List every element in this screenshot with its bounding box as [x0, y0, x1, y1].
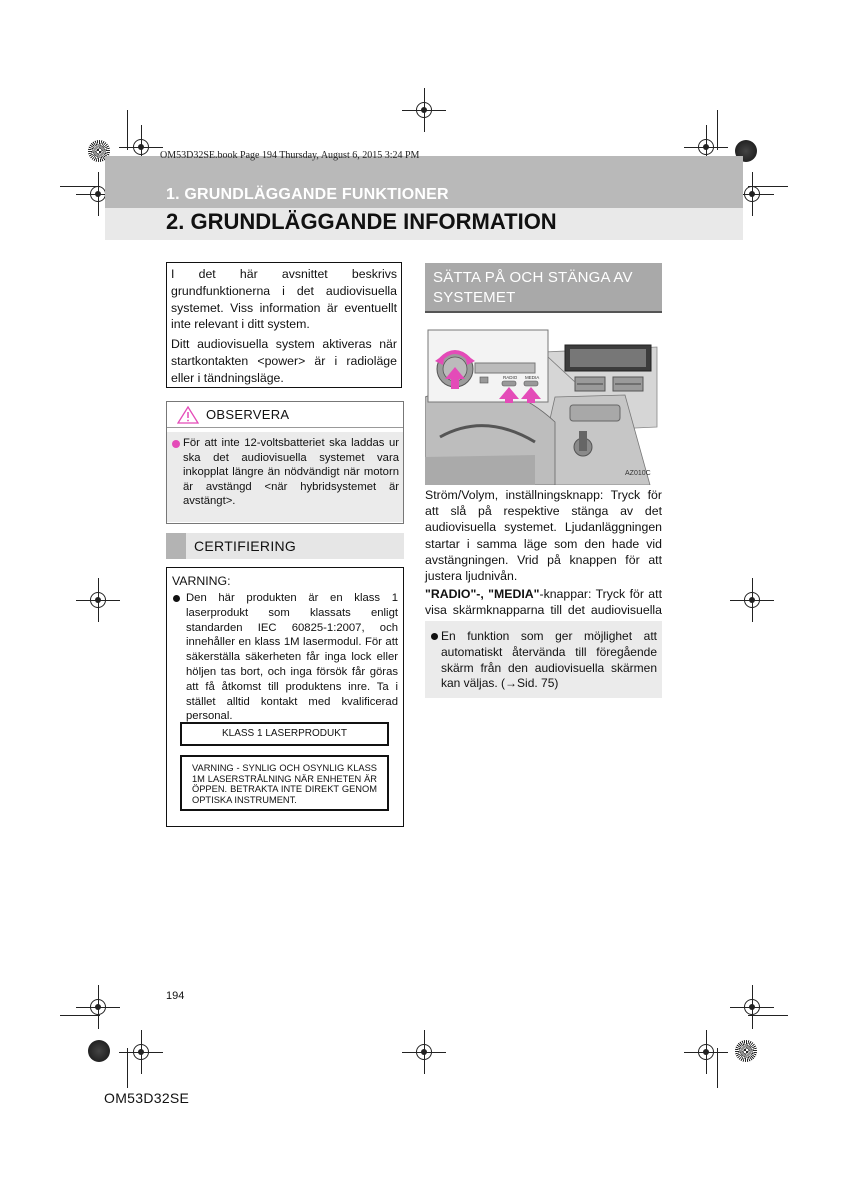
color-bar-mark: [88, 1040, 110, 1062]
power-section-title: SÄTTA PÅ OCH STÄNGA AV SYSTEMET: [433, 269, 633, 306]
bullet-icon: [173, 595, 180, 602]
intro-paragraph: Ditt audiovisuella system aktiveras när startkontakten <power> är i radioläge eller i tändningsläge.: [171, 337, 397, 385]
svg-text:MEDIA: MEDIA: [525, 375, 540, 380]
svg-text:RADIO: RADIO: [503, 375, 518, 380]
crop-mark: [748, 1015, 788, 1016]
document-code: OM53D32SE: [104, 1090, 190, 1106]
file-info: OM53D32SE.book Page 194 Thursday, August 6, 2015 3:24 PM: [160, 150, 420, 161]
power-description: [425, 487, 662, 637]
crop-mark: [127, 110, 128, 150]
warning-label: VARNING:: [172, 574, 231, 588]
crop-mark: [60, 1015, 100, 1016]
illustration-code: AZ010C: [625, 470, 651, 477]
certification-heading: [166, 533, 404, 559]
section-title: 1. GRUNDLÄGGANDE FUNKTIONER: [166, 186, 449, 203]
radio-media-text: -knappar: Tryck för att visa skärmknapparna till det audiovisuella: [425, 587, 662, 618]
laser-class-label: KLASS 1 LASERPRODUKT: [180, 722, 389, 746]
page-number: 194: [166, 990, 185, 1002]
page-title: 2. GRUNDLÄGGANDE INFORMATION: [166, 209, 557, 234]
laser-warning-label: VARNING - SYNLIG OCH OSYNLIG KLASS 1M LASERSTRÅLNING NÄR ENHETEN ÄR ÖPPEN. BETRAKTA INTE DIREKT GENOM OPTISKA INSTRUMENT.: [180, 755, 389, 811]
caution-box: [166, 401, 404, 524]
caution-header: [167, 402, 403, 428]
radio-media-label: "RADIO"-, "MEDIA": [425, 587, 540, 602]
certification-title: CERTIFIERING: [194, 538, 297, 554]
warning-triangle-icon: [177, 406, 199, 424]
caution-text: För att inte 12-voltsbatteriet ska laddas ur ska det audiovisuella systemet vara inkopplat längre än nödvändigt när motorn är avstängd <när hybridsystemet är avstängt>.: [183, 437, 399, 507]
warning-box: [166, 567, 404, 827]
crop-mark: [717, 110, 718, 150]
bullet-icon: [172, 440, 180, 448]
crop-mark: [717, 1048, 718, 1088]
info-box: [425, 621, 662, 698]
color-bar-mark: [735, 1040, 757, 1062]
info-text: En funktion som ger möjlighet att automatiskt återvända till föregående skärm från den audiovisuella skärmen kan väljas. (→Sid. 75): [441, 629, 657, 691]
intro-box: [166, 262, 402, 388]
dashboard-illustration: [425, 327, 662, 485]
power-volume-description: Ström/Volym, inställningsknapp: Tryck för att slå på respektive stänga av det audiovisuella systemet. Ljudanläggningen startar i samma läge som den hade vid avstängningen. Vrid på knappen för att justera ljudnivån.: [425, 488, 662, 584]
crop-mark: [127, 1048, 128, 1088]
caution-title: OBSERVERA: [206, 407, 290, 422]
caution-body: [167, 432, 403, 522]
bullet-icon: [431, 633, 438, 640]
intro-paragraph: I det här avsnittet beskrivs grundfunktionerna i det audiovisuella systemet. Viss information är eventuellt inte relevant i ditt system.: [171, 267, 397, 332]
power-section-heading: [425, 263, 662, 313]
warning-text: Den här produkten är en klass 1 laserprodukt som klassats enligt standarden IEC 60825-1:2007, och innehåller en klass 1M lasermodul. För att säkerställa säkerheten får inga lock eller höljen tas bort, och inga försök får göras att få åtkomst till produktens inre. Ta i stället alltid kontakt med kvalificerad personal.: [186, 592, 398, 723]
